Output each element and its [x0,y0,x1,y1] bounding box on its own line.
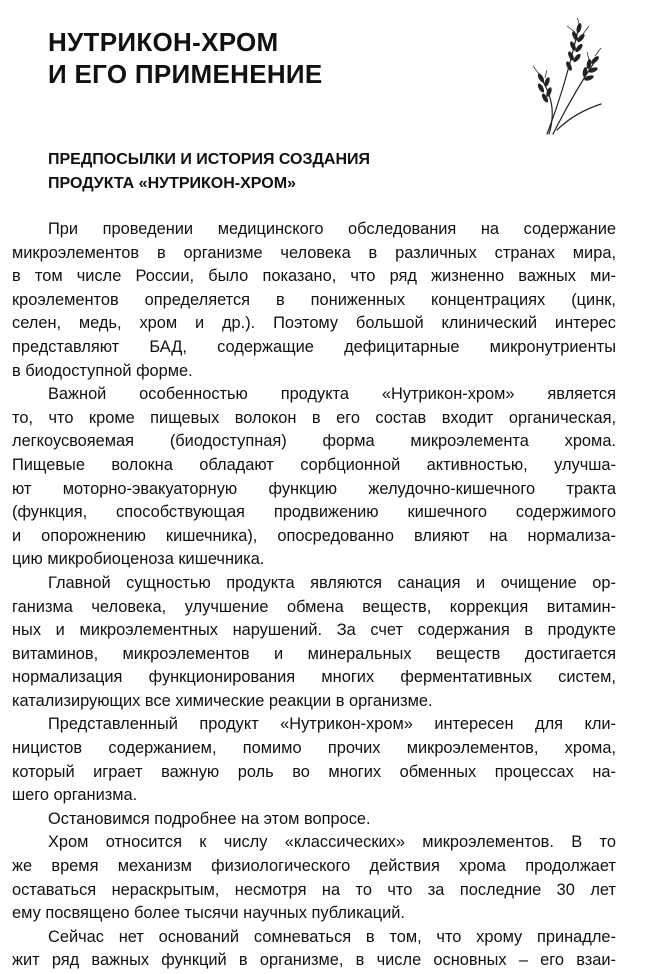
paragraph-3 [12,572,616,714]
text-line: (функция, способствующая продвижению кишечного содержимого [12,503,616,522]
text-line: микроэлементов в организме человека в различных странах мира, [12,243,616,262]
section-heading [48,148,370,196]
paragraph-1 [12,218,616,383]
text-line: селен, медь, хром и др.). Поэтому большой клинический интерес [12,314,616,333]
text-line: и опорожнению кишечника), опосредованно влияют на нормализа- [12,526,616,545]
section-heading-line-1: ПРЕДПОСЫЛКИ И ИСТОРИЯ СОЗДАНИЯ [48,151,371,168]
page-title [48,26,323,90]
paragraph-7 [12,926,616,973]
text-line: который играет важную роль во многих обменных процессах на- [12,762,616,781]
text-line: ему посвящено более тысячи научных публикаций. [12,904,405,923]
text-line: же время механизм физиологического действия хрома продолжает [12,857,616,876]
text-line: ют моторно-эвакуаторную функцию желудочно-кишечного тракта [12,479,616,498]
text-line: в том числе России, было показано, что ряд жизненно важных ми- [12,267,616,286]
text-line: Остановимся подробнее на этом вопросе. [48,809,371,828]
text-line: Пищевые волокна обладают сорбционной активностью, улучша- [12,455,616,474]
paragraph-5 [12,808,616,832]
wheat-ears-icon [527,18,605,136]
paragraph-4 [12,713,616,807]
paragraph-2 [12,383,616,572]
text-line: оставаться нераскрытым, несмотря на то что за последние 30 лет [12,880,616,899]
text-line: Хром относится к числу «классических» микроэлементов. В то [48,833,616,852]
page-title-line-2: И ЕГО ПРИМЕНЕНИЕ [48,59,323,89]
text-line: ганизма человека, улучшение обмена веществ, коррекция витамин- [12,597,616,616]
text-line: представляют БАД, содержащие дефицитарные микронутриенты [12,337,616,356]
text-line: витаминов, микроэлементов и минеральных веществ достигается [12,644,616,663]
text-line: шего организма. [12,786,138,805]
text-line: в биодоступной форме. [12,361,193,380]
text-line: жит ряд важных функций в организме, в числе основных – его взаи- [12,951,616,970]
paragraph-6 [12,831,616,925]
page-title-line-1: НУТРИКОН-ХРОМ [48,27,279,57]
text-line: ницистов содержанием, помимо прочих микроэлементов, хрома, [12,739,616,758]
section-heading-line-2: ПРОДУКТА «НУТРИКОН-ХРОМ» [48,175,296,192]
text-line: Важной особенностью продукта «Нутрикон-хром» является [48,385,616,404]
text-line: нормализация функционирования многих ферментативных систем, [12,668,616,687]
text-line: Представленный продукт «Нутрикон-хром» интересен для кли- [48,715,616,734]
text-line: легкоусвояемая (биодоступная) форма микроэлемента хрома. [12,432,616,451]
text-line: то, что кроме пищевых волокон в его состав входит органическая, [12,408,616,427]
body-text [12,218,616,973]
text-line: кроэлементов определяется в пониженных концентрациях (цинк, [12,290,616,309]
text-line: цию микробиоценоза кишечника. [12,550,265,569]
text-line: При проведении медицинского обследования на содержание [48,220,616,238]
text-line: ных и микроэлементных нарушений. За счет содержания в продукте [12,621,616,640]
text-line: Сейчас нет оснований сомневаться в том, что хрому принадле- [48,927,616,946]
text-line: катализирующих все химические реакции в организме. [12,691,433,710]
text-line: Главной сущностью продукта являются санация и очищение ор- [48,573,616,592]
